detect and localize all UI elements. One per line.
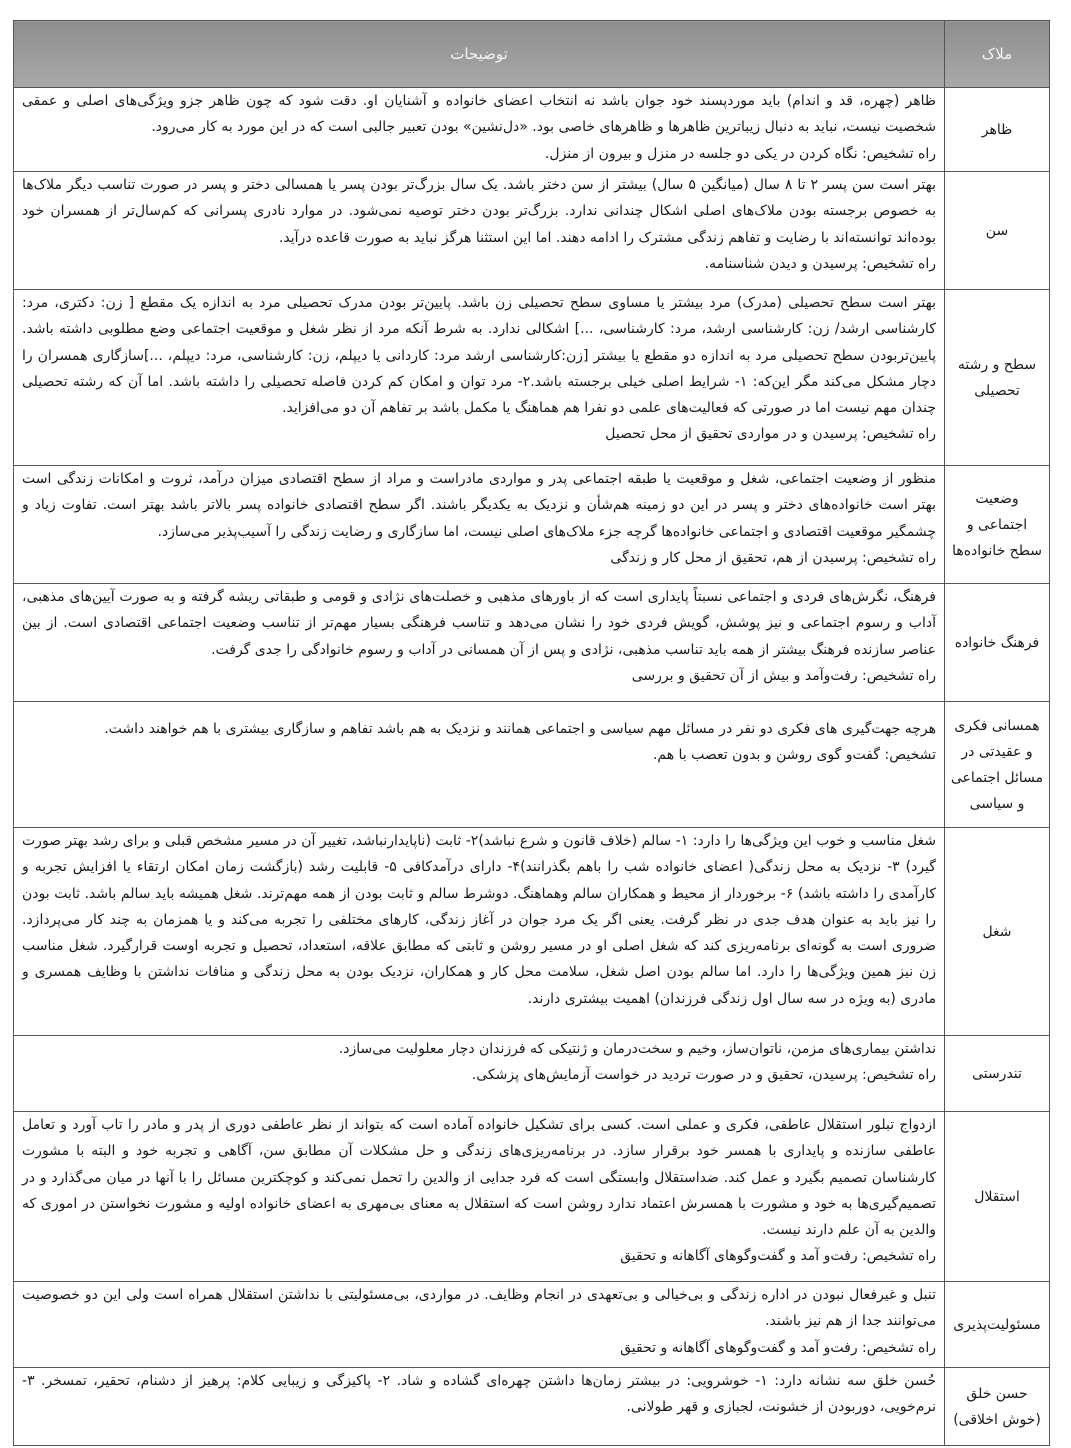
description-text: ازدواج تبلور استقلال عاطفی، فکری و عملی است. کسی برای تشکیل خانواده آماده است که بتواند از نظر عاطفی دوری از پدر و مادر را تاب آورد و تعامل عاطفی سازنده و پایداری با همسر خود برقرار سازد. در برنامه‌ریزی‌های زندگی و حل مشکلات آن مطابق سن، آگاهی و تجربه خود و البته با مشورت کارشناسان تصمیم بگیرد و عمل کند. ضداستقلال وابستگی است که فرد جدایی از والدین را تحمل نمی‌کند و کوچکترین مسائل را با آنها در میان می‌گذارد و در تصمیم‌گیری‌ها به خود و مشورت با همسرش اعتماد ندارد روشن است که استقلال به معنای بی‌مهری به اعضای خانواده اولیه و مشورت نخواستن در اموری که والدین به آن علم دارند نیست. [22, 1117, 936, 1239]
criterion-column-header: ملاک [945, 21, 1050, 88]
diagnosis-text: راه تشخیص: رفت‌و آمد و گفت‌وگوهای آگاهانه و تحقیق [620, 1248, 936, 1265]
description-text: بهتر است سطح تحصیلی (مدرک) مرد بیشتر یا مساوی سطح تحصیلی زن باشد. پایین‌تر بودن مدرک تحصیلی مرد به اندازه یک مقطع [ زن: دکتری، مرد: کارشناسی ارشد/ زن: کارشناسی ارشد، مرد: کارشناسی، ...] اشکالی ندارد. به شرط آنکه مرد از نظر شغل و موقعیت اجتماعی وضع مطلوبی داشته باشد. پایین‌تربودن سطح تحصیلی مرد به اندازه دو مقطع یا بیشتر [زن:کارشناسی ارشد مرد: کاردانی یا دیپلم، زن: کارشناسی، مرد: دیپلم، ...]سازگاری همسران را دچار مشکل می‌کند مگر این‌که: ۱- شرایط اصلی خیلی برجسته باشد.۲- مرد توان و امکان کم کردن فاصله تحصیلی را داشته باشد. اما آن که رشته تحصیلی چندان مهم نیست اما در صورتی که فعالیت‌های علمی دو نفرا هم هماهنگ یا مکمل باشد بر تفاهم آن دو می‌افزاید. [22, 295, 936, 417]
description-text: منظور از وضعیت اجتماعی، شغل و موقعیت یا طبقه اجتماعی پدر و مواردی مادراست و مراد از سطح اقتصادی میزان درآمد، ثروت و امکانات زندگی است بهتر است خانواده‌های دختر و پسر در این دو زمینه هم‌شأن و نزدیک به یکدیگر باشند. اگر سطح اقتصادی خانواده پسر بالاتر باشد بهتر است. تفاوت زیاد و چشمگیر موقعیت اقتصادی و اجتماعی خانواده‌ها گرچه جزء ملاک‌های اصلی نیست، اما سازگاری و رضایت زندگی را آسیب‌پذیر می‌سازد. [22, 471, 936, 540]
description-cell [14, 702, 945, 828]
table-row [14, 1036, 1050, 1112]
table-row [14, 584, 1050, 702]
table-row [14, 88, 1050, 172]
description-cell [14, 1368, 945, 1446]
table-row [14, 702, 1050, 828]
criteria-sheet [13, 20, 1049, 1446]
description-text: حُسن خلق سه نشانه دارد: ۱- خوشرویی: در بیشتر زمان‌ها داشتن چهره‌ای گشاده و شاد. ۲- پاکیزگی و زیبایی کلام: پرهیز از دشنام، تحقیر، تمسخر. ۳- نرم‌خویی، دوربودن از خشونت، لجبازی و قهر طولانی. [22, 1373, 936, 1416]
criterion-cell: شغل [945, 828, 1050, 1036]
description-column-header: توضیحات [14, 21, 945, 88]
description-cell [14, 584, 945, 702]
table-row [14, 1282, 1050, 1368]
table-row [14, 828, 1050, 1036]
description-cell [14, 290, 945, 466]
criterion-cell: همسانی فکری و عقیدتی در مسائل اجتماعی و سیاسی [945, 702, 1050, 828]
description-cell [14, 172, 945, 290]
table-body [14, 88, 1050, 1446]
description-cell [14, 466, 945, 584]
description-text: فرهنگ، نگرش‌های فردی و اجتماعی نسبتاً پایداری است که از باورهای مذهبی و خصلت‌های نژادی و قومی و طبقاتی ریشه گرفته و به صورت آیین‌های مذهبی، آداب و رسوم اجتماعی و نیز پوشش، گویش فردی خود را نشان می‌دهد و تناسب فرهنگی بسیار مهم‌تر از تناسب وضعیت اجتماعی اقتصادی است. از بین عناصر سازنده فرهنگ بیشتر از همه باید تناسب مذهبی، نژادی و پس از آن همسانی در آداب و رسوم خانوادگی را جدی گرفت. [22, 589, 936, 658]
description-text: بهتر است سن پسر ۲ تا ۸ سال (میانگین ۵ سال) بیشتر از سن دختر باشد. یک سال بزرگ‌تر بودن پسر یا همسالی دختر و پسر در صورت تناسب دیگر ملاک‌ها به خصوص برجسته بودن ملاک‌های اصلی اشکال چندانی ندارد. بزرگ‌تر بودن دختر توصیه نمی‌شود. در موارد نادری پسرانی که کم‌سال‌تر از همسران خود بوده‌اند توانسته‌اند با رضایت و تفاهم زندگی مشترک را ادامه دهند. اما این استثنا هرگز نباید به صورت قاعده درآید. [22, 177, 937, 246]
table-row [14, 1368, 1050, 1446]
diagnosis-text: راه تشخیص: پرسیدن و دیدن شناسنامه. [704, 255, 936, 272]
diagnosis-text: راه تشخیص: پرسیدن، تحقیق و در صورت تردید در خواست آزمایش‌های پزشکی. [471, 1067, 936, 1084]
description-cell [14, 1036, 945, 1112]
criterion-cell: سن [945, 172, 1050, 290]
diagnosis-text: تشخیص: گفت‌و گوی روشن و بدون تعصب با هم. [652, 747, 936, 764]
table-row [14, 466, 1050, 584]
criterion-cell: مسئولیت‌پذیری [945, 1282, 1050, 1368]
description-cell [14, 1282, 945, 1368]
criterion-cell: ظاهر [945, 88, 1050, 172]
description-cell [14, 88, 945, 172]
diagnosis-text: راه تشخیص: رفت‌وآمد و بیش از آن تحقیق و بررسی [631, 667, 936, 684]
criterion-cell: استقلال [945, 1112, 1050, 1282]
criterion-cell: حسن خلق (خوش اخلاقی) [945, 1368, 1050, 1446]
diagnosis-text: راه تشخیص: نگاه کردن در یکی دو جلسه در منزل و بیرون از منزل. [544, 145, 936, 162]
description-text: هرچه جهت‌گیری های فکری دو نفر در مسائل مهم سیاسی و اجتماعی همانند و نزدیک به هم باشد تفاهم و سازگاری بیشتری با هم خواهند داشت. [104, 721, 936, 737]
criterion-cell: تندرستی [945, 1036, 1050, 1112]
diagnosis-text: راه تشخیص: پرسیدن از هم، تحقیق از محل کار و زندگی [610, 549, 936, 566]
description-text: ظاهر (چهره، قد و اندام) باید موردپسند خود جوان باشد نه انتخاب اعضای خانواده و آشنایان او. دقت شود که چون ظاهر جزو ویژگی‌های اصلی و عمقی شخصیت نیست، نباید به دنبال زیباترین ظاهرها و ظاهرهای خاصی بود. «دل‌نشین» بودن تعبیر جالبی است که در این مورد به کار می‌رود. [22, 93, 936, 136]
description-cell [14, 828, 945, 1036]
marriage-criteria-table [13, 20, 1050, 1446]
description-cell [14, 1112, 945, 1282]
criterion-cell: فرهنگ خانواده [945, 584, 1050, 702]
table-header-row [14, 21, 1050, 88]
description-text: شغل مناسب و خوب این ویژگی‌ها را دارد: ۱- سالم (خلاف قانون و شرع نباشد)۲- ثابت (ناپایدارنباشد، تغییر آن در مسیر مشخص قبلی و برای رشد بهتر صورت گیرد) ۳- نزدیک به محل زندگی( اعضای خانواده شب را باهم بگذرانند)۴- دارای درآمدکافی ۵- قابلیت رشد (بازگشت زمان امکان ارتقاء یا افزایش تجربه و کارآمدی را داشته باشد) ۶- برخوردار از محیط و همکاران سالم وهماهنگ. دوشرط سالم و ثابت بودن از همه مهم‌ترند. شغل همیشه باید سالم باشد. ثابت بودن را نیز باید به عنوان هدف جدی در نظر گرفت. یعنی اگر یک مرد جوان در آغاز زندگی، کارهای مختلفی را تجربه می‌کند و یا همزمان به چند کار می‌پردازد. ضروری است به گونه‌ای برنامه‌ریزی کند که شغل اصلی او در مسیر روشن و ثابتی که مطابق علاقه، استعداد، تحصیل و تجربه اوست قرارگیرد. شغل مناسب زن نیز همین ویژگی‌ها را دارد. اما سالم بودن اصل شغل، سلامت محل کار و همکاران، نزدیک بودن به محل زندگی و منافات نداشتن با وظایف همسری و مادری (به ویژه در سه سال اول زندگی فرزندان) اهمیت بیشتری دارند. [22, 833, 936, 1007]
description-text: نداشتن بیماری‌های مزمن، ناتوان‌ساز، وخیم و سخت‌درمان و ژنتیکی که فرزندان دچار معلولیت می‌سازد. [338, 1041, 936, 1057]
diagnosis-text: راه تشخیص: پرسیدن و در مواردی تحقیق از محل تحصیل [605, 426, 936, 443]
criterion-cell: سطح و رشته تحصیلی [945, 290, 1050, 466]
criterion-cell: وضعیت اجتماعی و سطح خانواده‌ها [945, 466, 1050, 584]
table-row [14, 1112, 1050, 1282]
table-row [14, 290, 1050, 466]
diagnosis-text: راه تشخیص: رفت‌و آمد و گفت‌وگوهای آگاهانه و تحقیق [620, 1339, 936, 1356]
table-row [14, 172, 1050, 290]
description-text: تنبل و غیرفعال نبودن در اداره زندگی و بی‌خیالی و بی‌تعهدی در انجام وظایف. در مواردی، بی‌مسئولیتی با نداشتن استقلال همراه است ولی این دو خصوصیت می‌توانند جدا از هم نیز باشند. [22, 1287, 936, 1330]
